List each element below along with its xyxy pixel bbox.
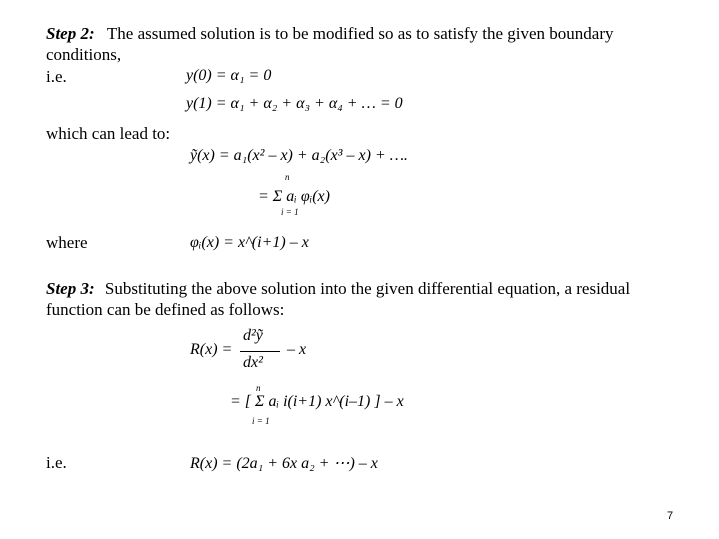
which-text: which can lead to: [46,124,171,143]
step3-label: Step 3: [46,279,95,298]
residual-sum-upper: n [256,383,261,393]
residual-lhs: R(x) = [190,341,233,358]
step2-text-line2: conditions, [46,45,122,64]
step3-text-line2: function can be defined as follows: [46,300,285,319]
residual-sum-expression: = [ Σ aᵢ i(i+1) x^(i–1) ] – x [230,393,404,410]
ie-label: i.e. [46,67,67,86]
expansion-line1: ỹ(x) = a₁(x² – x) + a₂(x³ – x) + …. [190,147,408,164]
residual-numerator: d²ỹ [243,327,263,344]
residual-sum-lower: i = 1 [252,416,270,426]
fraction-bar [240,351,280,352]
sum-lower-limit: i = 1 [281,207,299,217]
residual-final: R(x) = (2a₁ + 6x a₂ + ⋯) – x [190,455,378,472]
residual-denominator: dx² [243,354,263,371]
step3-paragraph-line1 [46,279,630,299]
step2-paragraph-line1 [46,24,614,44]
boundary-condition-2: y(1) = α₁ + α₂ + α₃ + α₄ + … = 0 [186,95,403,112]
residual-tail: – x [287,341,307,358]
step2-label: Step 2: [46,24,95,43]
expansion-line2: = Σ aᵢ φᵢ(x) [258,188,330,205]
ie2-label: i.e. [46,453,67,472]
step2-text-line1: The assumed solution is to be modified so as to satisfy the given boundary [106,24,614,43]
step3-text-line1: Substituting the above solution into the given differential equation, a residual [104,279,631,298]
phi-definition: φᵢ(x) = x^(i+1) – x [190,234,309,251]
where-label: where [46,233,88,252]
sum-upper-limit: n [285,172,290,182]
boundary-condition-1: y(0) = α₁ = 0 [186,67,272,84]
page-number: 7 [667,510,674,522]
